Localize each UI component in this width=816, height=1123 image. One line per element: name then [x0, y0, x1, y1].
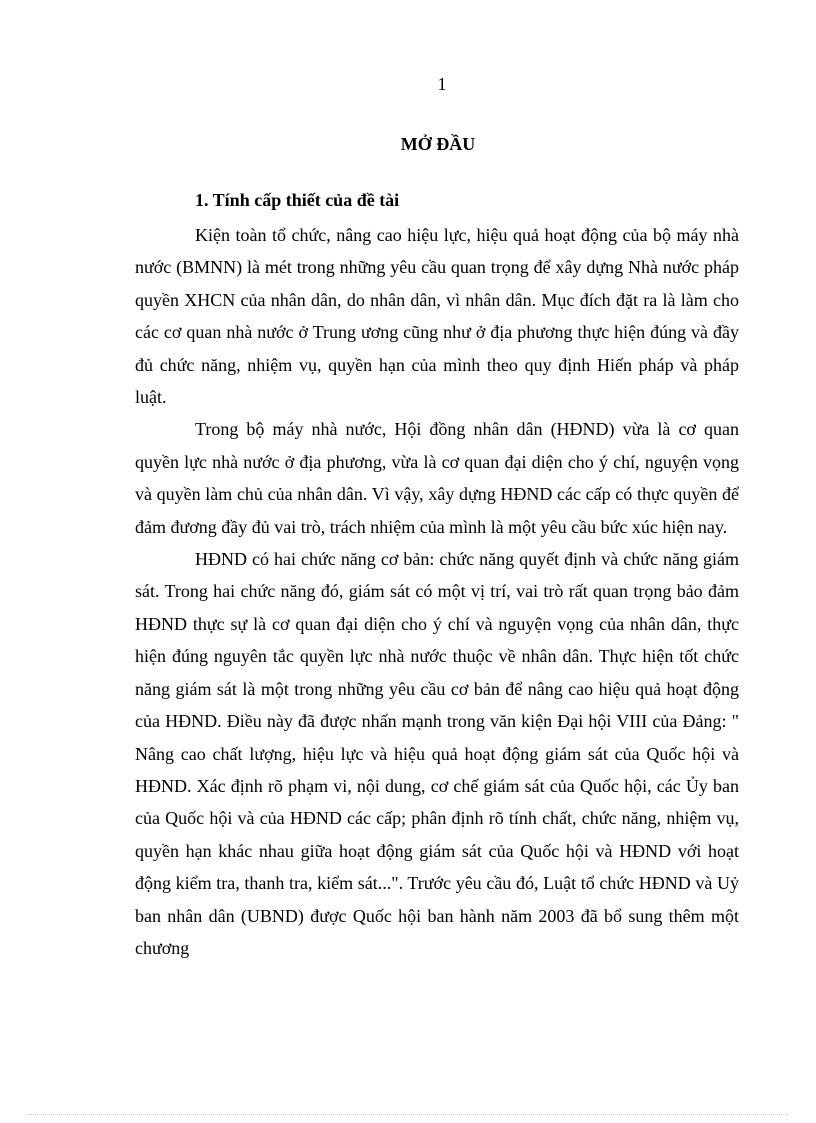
page-bottom-divider: [28, 1114, 788, 1115]
paragraph-3: HĐND có hai chức năng cơ bản: chức năng quyết định và chức năng giám sát. Trong hai chức năng đó, giám sát có một vị trí, vai trò rất quan trọng bảo đảm HĐND thực sự là cơ quan đại diện cho ý chí và nguyện vọng của nhân dân, thực hiện đúng nguyên tắc quyền lực nhà nước thuộc về nhân dân. Thực hiện tốt chức năng giám sát là một trong những yêu cầu cơ bản để nâng cao hiệu quả hoạt động của HĐND. Điều này đã được nhấn mạnh trong văn kiện Đại hội VIII của Đảng: " Nâng cao chất lượng, hiệu lực và hiệu quả hoạt động giám sát của Quốc hội và HĐND. Xác định rõ phạm vi, nội dung, cơ chế giám sát của Quốc hội, các Ủy ban của Quốc hội và của HĐND các cấp; phân định rõ tính chất, chức năng, nhiệm vụ, quyền hạn khác nhau giữa hoạt động giám sát của Quốc hội và HĐND với hoạt động kiểm tra, thanh tra, kiểm sát...". Trước yêu cầu đó, Luật tổ chức HĐND và Uỷ ban nhân dân (UBND) được Quốc hội ban hành năm 2003 đã bổ sung thêm một chương: [135, 549, 739, 958]
section-title: 1. Tính cấp thiết của đề tài: [195, 190, 400, 210]
paragraph-1: Kiện toàn tổ chức, nâng cao hiệu lực, hiệu quả hoạt động của bộ máy nhà nước (BMNN) là mét trong những yêu cầu quan trọng để xây dựng Nhà nước pháp quyền XHCN của nhân dân, do nhân dân, vì nhân dân. Mục đích đặt ra là làm cho các cơ quan nhà nước ở Trung ương cũng như ở địa phương thực hiện đúng và đầy đủ chức năng, nhiệm vụ, quyền hạn của mình theo quy định Hiến pháp và pháp luật.: [135, 225, 739, 408]
paragraph-2: Trong bộ máy nhà nước, Hội đồng nhân dân (HĐND) vừa là cơ quan quyền lực nhà nước ở địa phương, vừa là cơ quan đại diện cho ý chí, nguyện vọng và quyền làm chủ của nhân dân. Vì vậy, xây dựng HĐND các cấp có thực quyền để đảm đương đầy đủ vai trò, trách nhiệm của mình là một yêu cầu bức xúc hiện nay.: [135, 419, 739, 537]
chapter-heading: MỞ ĐẦU: [400, 134, 476, 154]
body-text: [135, 219, 739, 964]
page-number: 1: [437, 74, 447, 94]
